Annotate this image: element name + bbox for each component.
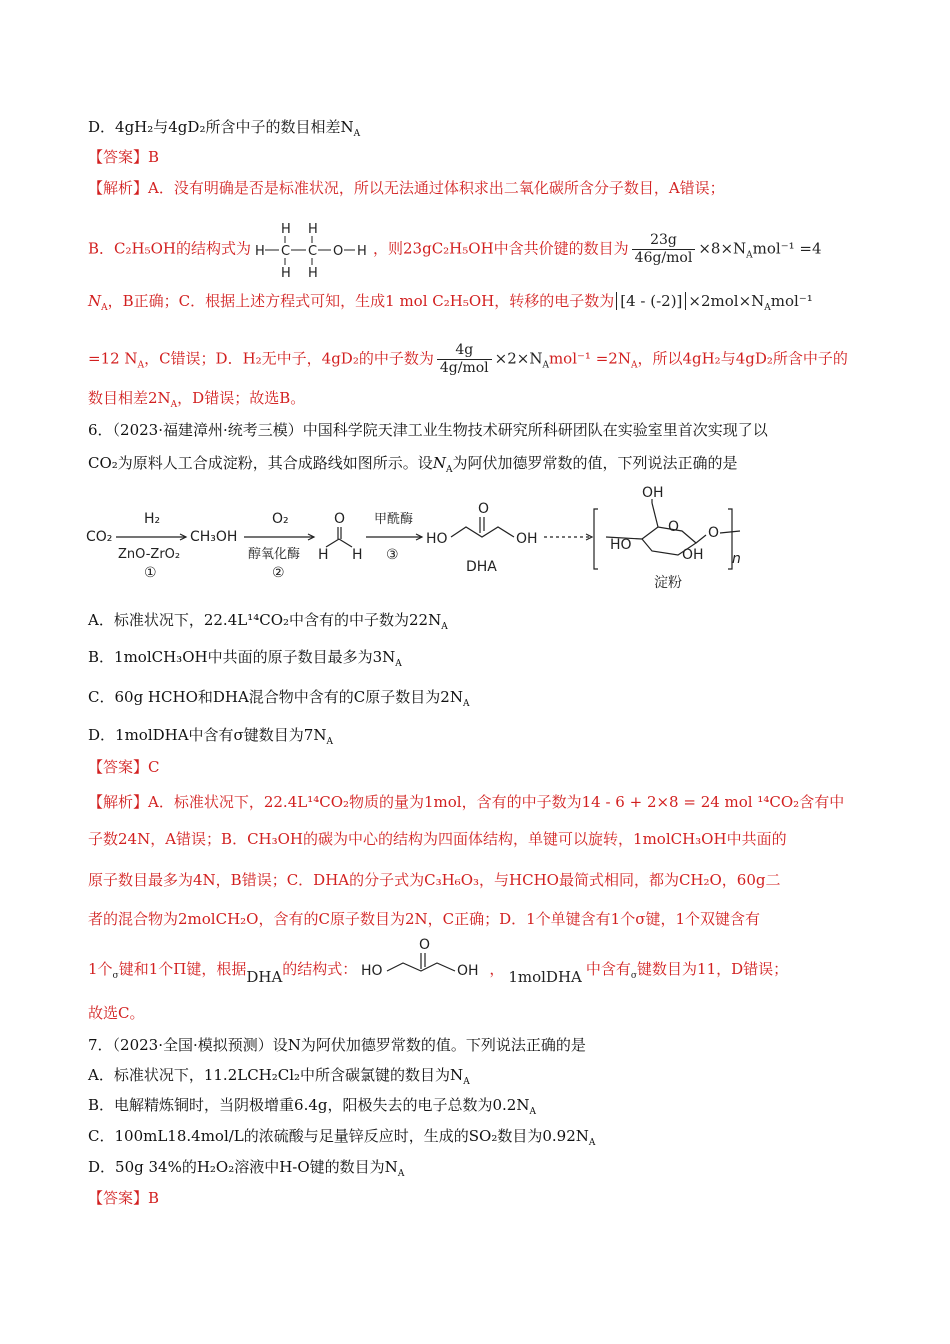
q5-analysis-d-line: =12 $N_A$，C错误；D．H₂无中子，4gD₂的中子数为 $\frac{4g}{\text{4g/mol}}$ $\times 2\times N_Amol^{-1} =2N_A$，所以4gH₂与4gD₂所含中子的 (88, 342, 848, 376)
q6-analysis-6: 故选C。 (88, 1004, 145, 1022)
struct-atom: H (357, 243, 367, 259)
struct-atom: H (308, 265, 318, 281)
q5-analysis-c-line: $N_A$，B正确；C．根据上述方程式可知，生成1 mol C₂H₅OH，转移的电子数为 $[4 - (-2)] \times 2mol\times N_Amol^{-1}$ (88, 292, 813, 313)
struct-atom: O (333, 243, 344, 259)
scheme-cat3: 甲酰酶 (374, 512, 414, 527)
q6-analysis-4: 者的混合物为2molCH₂O，含有的C原子数目为2N，C正确；D．1个单键含有1个σ键，1个双键含有 (88, 910, 760, 928)
q5-analysis-b-line: B．C₂H₅OH的结构式为 H H H C C O H H H ，则23gC₂H₅OH中含共价键的数目为 $\frac{23g}{\text{46g/mol}}$ $\times 8\times N_Amol^{-1} =4$ (88, 232, 822, 267)
q6-stem-2: CO₂为原料人工合成淀粉，其合成路线如图所示。设$N_A$为阿伏加德罗常数的值，下列说法正确的是 (88, 454, 738, 475)
q6-answer: 【答案】C (88, 758, 160, 776)
q7-stem: 7．（2023·全国·模拟预测）设N为阿伏加德罗常数的值。下列说法正确的是 (88, 1036, 586, 1054)
q7-option-d: D．50g 34%的H₂O₂溶液中H-O键的数目为$N_A$ (88, 1158, 405, 1179)
hcho-h: H (352, 547, 363, 563)
dha-ho: HO (426, 531, 448, 547)
q6-option-d: D．1molDHA中含有σ键数目为$7N_A$ (88, 726, 333, 747)
q7-option-a: A．标准状况下，11.2LCH₂Cl₂中所含碳氯键的数目为$N_A$ (88, 1066, 470, 1087)
starch-oh-top: OH (642, 485, 664, 501)
starch-oh-bottom: OH (682, 547, 704, 563)
dha-structure (361, 937, 485, 981)
struct-atom: H (308, 221, 318, 237)
scheme-ch3oh: CH₃OH (190, 529, 238, 545)
scheme-co2: CO₂ (86, 529, 113, 545)
dha-oh: OH (516, 531, 538, 547)
q6-option-c: C．60g HCHO和DHA混合物中含有的C原子数目为$2N_A$ (88, 688, 470, 709)
hcho-o: O (334, 511, 346, 527)
q5-option-d: D．4gH₂与4gD₂所含中子的数目相差$N_A$ (88, 118, 361, 139)
scheme-step1: ① (144, 565, 157, 581)
struct-atom: H (281, 221, 291, 237)
hcho-h: H (318, 547, 329, 563)
q5-answer: 【答案】B (88, 148, 160, 166)
starch-ho: HO (610, 537, 632, 553)
q6-analysis-2: 子数24N，A错误；B．CH₃OH的碳为中心的结构为四面体结构，单键可以旋转，1molCH₃OH中共面的 (88, 830, 787, 848)
dha-struct-oh: OH (457, 963, 479, 979)
q6-analysis-5: 1个$_\sigma$键和1个Π键，根据DHA的结构式： HO O OH ， 1molDHA 中含有$_\sigma$键数目为11，D错误； (88, 937, 789, 986)
scheme-h2: H₂ (144, 511, 161, 527)
q7-option-c: C．100mL18.4mol/L的浓硫酸与足量锌反应时，生成的SO₂数目为$0.92N_A$ (88, 1127, 596, 1148)
dha-o: O (478, 501, 490, 517)
q6-stem-1: 6．（2023·福建漳州·统考三模）中国科学院天津工业生物技术研究所科研团队在实验室里首次实现了以 (88, 421, 768, 439)
q7-option-b: B．电解精炼铜时，当阴极增重6.4g，阳极失去的电子总数为$0.2N_A$ (88, 1096, 536, 1117)
dha-label: DHA (466, 559, 497, 575)
q5-analysis-a: 【解析】A．没有明确是否是标准状况，所以无法通过体积求出二氧化碳所含分子数目，A错误； (88, 179, 725, 197)
q5-analysis-end: 数目相差$2N_A$，D错误；故选B。 (88, 389, 306, 410)
struct-atom: C (308, 243, 318, 259)
scheme-step2: ② (272, 565, 285, 581)
q6-analysis-1: 【解析】A．标准状况下，22.4L¹⁴CO₂物质的量为1mol，含有的中子数为14 - 6 + 2×8 = 24 mol ¹⁴CO₂含有中 (88, 793, 845, 811)
starch-n: n (732, 551, 741, 567)
scheme-cat2: 醇氧化酶 (248, 547, 301, 562)
struct-atom: H (281, 265, 291, 281)
struct-atom: C (281, 243, 291, 259)
starch-ring-o: O (668, 519, 680, 535)
scheme-step3: ③ (386, 547, 399, 563)
q6-option-b: B．1molCH₃OH中共面的原子数目最多为$3N_A$ (88, 648, 402, 669)
q6-option-a: A．标准状况下，22.4L¹⁴CO₂中含有的中子数为$22N_A$ (88, 611, 448, 632)
q6-analysis-3: 原子数目最多为4N，B错误；C．DHA的分子式为C₃H₆O₃，与HCHO最简式相同，都为CH₂O，60g二 (88, 871, 781, 889)
dha-struct-o: O (419, 937, 431, 953)
scheme-cat1: ZnO-ZrO₂ (118, 547, 181, 562)
starch-link-o: O (708, 525, 720, 541)
synthesis-scheme (86, 483, 766, 595)
q7-answer: 【答案】B (88, 1189, 160, 1207)
ethanol-structure (253, 219, 371, 281)
dha-struct-ho: HO (361, 963, 383, 979)
scheme-o2: O₂ (272, 511, 289, 527)
starch-label: 淀粉 (654, 575, 682, 591)
struct-atom: H (255, 243, 265, 259)
